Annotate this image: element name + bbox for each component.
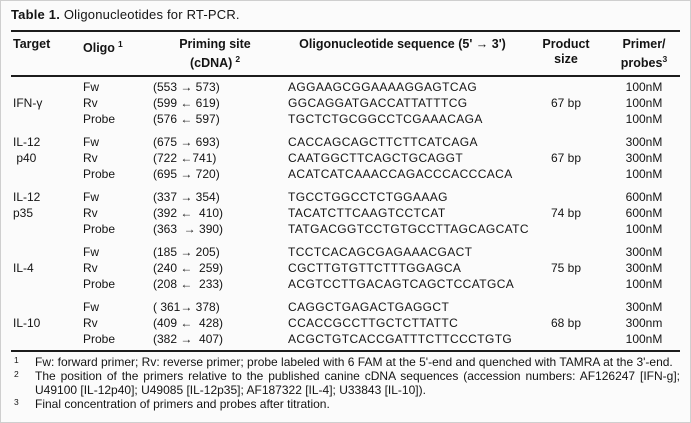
priming-site-cell: (337 → 354) [153, 190, 220, 205]
sequence-cell: ACGCTGTCACCGATTTCTTCCCTGTG [288, 332, 513, 347]
oligo-cell: Rv [83, 316, 98, 331]
target-cell [11, 299, 83, 315]
target-cell [11, 331, 83, 347]
target-cell [11, 244, 83, 260]
target-cell: IL-12 [13, 135, 41, 150]
header-oligo-footnote-marker: 1 [117, 39, 123, 49]
table-footnotes [11, 355, 680, 411]
concentration-cell: 300nM [625, 135, 663, 150]
sequence-cell: ACATCATCAAACCAGACCCACCCACA [288, 167, 513, 182]
table-row [11, 150, 680, 166]
target-cell [11, 79, 83, 95]
product-size-cell [526, 221, 606, 237]
priming-site-cell: (553 → 573) [153, 80, 220, 95]
footnote-1-marker: 1 [14, 355, 19, 366]
table-row [11, 221, 680, 237]
sequence-cell: TGCTCTGCGGCCTCGAAACAGA [288, 112, 483, 127]
priming-site-cell: (185 → 205) [153, 245, 220, 260]
oligo-cell: Rv [83, 261, 98, 276]
sequence-cell: GGCAGGATGACCATTATTTCG [288, 96, 468, 111]
priming-site-cell: (599 ← 619) [153, 96, 220, 111]
target-cell: IL-12 [13, 190, 41, 205]
product-size-cell [526, 331, 606, 347]
oligo-cell: Probe [83, 167, 116, 182]
target-cell [11, 221, 83, 237]
concentration-cell: 300nM [625, 261, 663, 276]
product-size-cell [526, 166, 606, 182]
table-row [11, 205, 680, 221]
footnote-2 [11, 369, 680, 397]
sequence-cell: CAGGCTGAGACTGAGGCT [288, 300, 450, 315]
concentration-cell: 100nM [625, 222, 663, 237]
target-cell: IL-10 [13, 316, 41, 331]
sequence-cell: AGGAAGCGGAAAAGGAGTCAG [288, 80, 478, 95]
priming-site-cell: (576 ← 597) [153, 112, 220, 127]
concentration-cell: 600nM [625, 206, 663, 221]
footnote-2-text: The position of the primers relative to the published canine cDNA sequences (accession numbers: AF126247 [IFN-g]; U49100 [IL-12p40]; U49085 [IL-12p35]; AF187322 [IL-4]; U33843 [IL-10]). [35, 369, 680, 398]
header-oligo: Oligo $^1$ [83, 39, 123, 56]
header-primer-footnote-marker: 3 [662, 54, 668, 64]
target-cell: IL-4 [13, 261, 34, 276]
concentration-cell: 600nM [625, 190, 663, 205]
table-row [11, 189, 680, 205]
header-primer-probes: Primer/ probes$^3$ [620, 37, 668, 71]
concentration-cell: 300nm [625, 316, 663, 331]
header-product-size: Product size [542, 37, 590, 66]
product-size-cell [526, 276, 606, 292]
target-cell: p35 [13, 206, 34, 221]
concentration-cell: 100nM [625, 167, 663, 182]
priming-site-cell: ( 361→ 378) [153, 300, 220, 315]
oligo-cell: Fw [83, 80, 99, 95]
sequence-cell: TATGACGGTCCTGTGCCTTAGCAGCATC [288, 222, 529, 237]
footnote-2-marker: 2 [14, 369, 19, 380]
table-row [11, 260, 680, 276]
priming-site-cell: (392 ← 410) [153, 206, 224, 221]
priming-site-cell: (240 ← 259) [153, 261, 224, 276]
target-cell: p40 [13, 151, 37, 166]
table-row [11, 315, 680, 331]
footnote-3-text: Final concentration of primers and probes after titration. [35, 397, 330, 412]
concentration-cell: 300nM [625, 300, 663, 315]
footnote-1 [11, 355, 680, 369]
target-cell [11, 111, 83, 127]
table-title-label: Table 1. [11, 7, 61, 22]
sequence-cell: TCCTCACAGCGAGAAACGACT [288, 245, 473, 260]
horizontal-rule-bottom [11, 350, 680, 352]
product-size-cell [526, 79, 606, 95]
concentration-cell: 100nM [625, 80, 663, 95]
oligo-cell: Rv [83, 151, 98, 166]
oligo-cell: Probe [83, 112, 116, 127]
table-row [11, 331, 680, 347]
priming-site-cell: (409 ← 428) [153, 316, 224, 331]
priming-site-cell: (675 → 693) [153, 135, 220, 150]
oligo-cell: Rv [83, 206, 98, 221]
product-size-cell [526, 244, 606, 260]
row-group-il12-p40 [11, 134, 680, 182]
oligo-cell: Fw [83, 245, 99, 260]
product-size-cell: 67 bp [550, 151, 582, 166]
row-group-il12-p35 [11, 189, 680, 237]
priming-site-cell: (363 → 390) [153, 222, 224, 237]
table-row [11, 111, 680, 127]
concentration-cell: 300nM [625, 245, 663, 260]
table-row [11, 299, 680, 315]
table-row [11, 95, 680, 111]
product-size-cell [526, 299, 606, 315]
priming-site-cell: (208 ← 233) [153, 277, 224, 292]
header-target: Target [13, 37, 51, 51]
sequence-cell: ACGTCCTTGACAGTCAGCTCCATGCA [288, 277, 515, 292]
priming-site-cell: (722 ←741) [153, 151, 217, 166]
concentration-cell: 100nM [625, 96, 663, 111]
product-size-cell: 67 bp [550, 96, 582, 111]
table-title-text: Oligonucleotides for RT-PCR. [60, 7, 240, 22]
product-size-cell [526, 134, 606, 150]
footnote-3 [11, 397, 680, 411]
row-group-ifn-gamma [11, 79, 680, 127]
footnote-1-text: Fw: forward primer; Rv: reverse primer; probe labeled with 6 FAM at the 5'-end and quenched with TAMRA at the 3'-end. [35, 355, 673, 370]
oligonucleotide-table-body [11, 79, 680, 347]
header-priming-site: Priming site (cDNA) $^2$ [179, 37, 251, 71]
target-cell [11, 166, 83, 182]
header-priming-footnote-marker: 2 [235, 54, 241, 64]
table-header-row [11, 32, 680, 75]
table-row [11, 79, 680, 95]
horizontal-rule-header [11, 75, 680, 77]
priming-site-cell: (695 → 720) [153, 167, 220, 182]
sequence-cell: CAATGGCTTCAGCTGCAGGT [288, 151, 464, 166]
oligo-cell: Probe [83, 277, 116, 292]
sequence-cell: TGCCTGGCCTCTGGAAAG [288, 190, 448, 205]
table-row [11, 166, 680, 182]
table-row [11, 244, 680, 260]
sequence-cell: CACCAGCAGCTTCTTCATCAGA [288, 135, 478, 150]
product-size-cell [526, 111, 606, 127]
concentration-cell: 100nM [625, 112, 663, 127]
table-title [11, 7, 680, 23]
oligo-cell: Probe [83, 222, 116, 237]
table-row [11, 134, 680, 150]
target-cell: IFN-γ [13, 96, 43, 111]
row-group-il4 [11, 244, 680, 292]
oligo-cell: Probe [83, 332, 116, 347]
header-sequence: Oligonucleotide sequence (5' → 3') [299, 37, 506, 51]
row-group-il10 [11, 299, 680, 347]
concentration-cell: 300nM [625, 151, 663, 166]
target-cell [11, 276, 83, 292]
oligo-cell: Fw [83, 300, 99, 315]
product-size-cell [526, 189, 606, 205]
product-size-cell: 74 bp [550, 206, 582, 221]
concentration-cell: 100nM [625, 332, 663, 347]
priming-site-cell: (382 → 407) [153, 332, 224, 347]
footnote-3-marker: 3 [14, 397, 19, 408]
oligo-cell: Fw [83, 190, 99, 205]
table-row [11, 276, 680, 292]
product-size-cell: 75 bp [550, 261, 582, 276]
product-size-cell: 68 bp [550, 316, 582, 331]
oligo-cell: Fw [83, 135, 99, 150]
sequence-cell: CGCTTGTGTTCTTTGGAGCA [288, 261, 462, 276]
sequence-cell: CCACCGCCTTGCTCTTATTC [288, 316, 459, 331]
sequence-cell: TACATCTTCAAGTCCTCAT [288, 206, 446, 221]
oligo-cell: Rv [83, 96, 98, 111]
concentration-cell: 100nM [625, 277, 663, 292]
